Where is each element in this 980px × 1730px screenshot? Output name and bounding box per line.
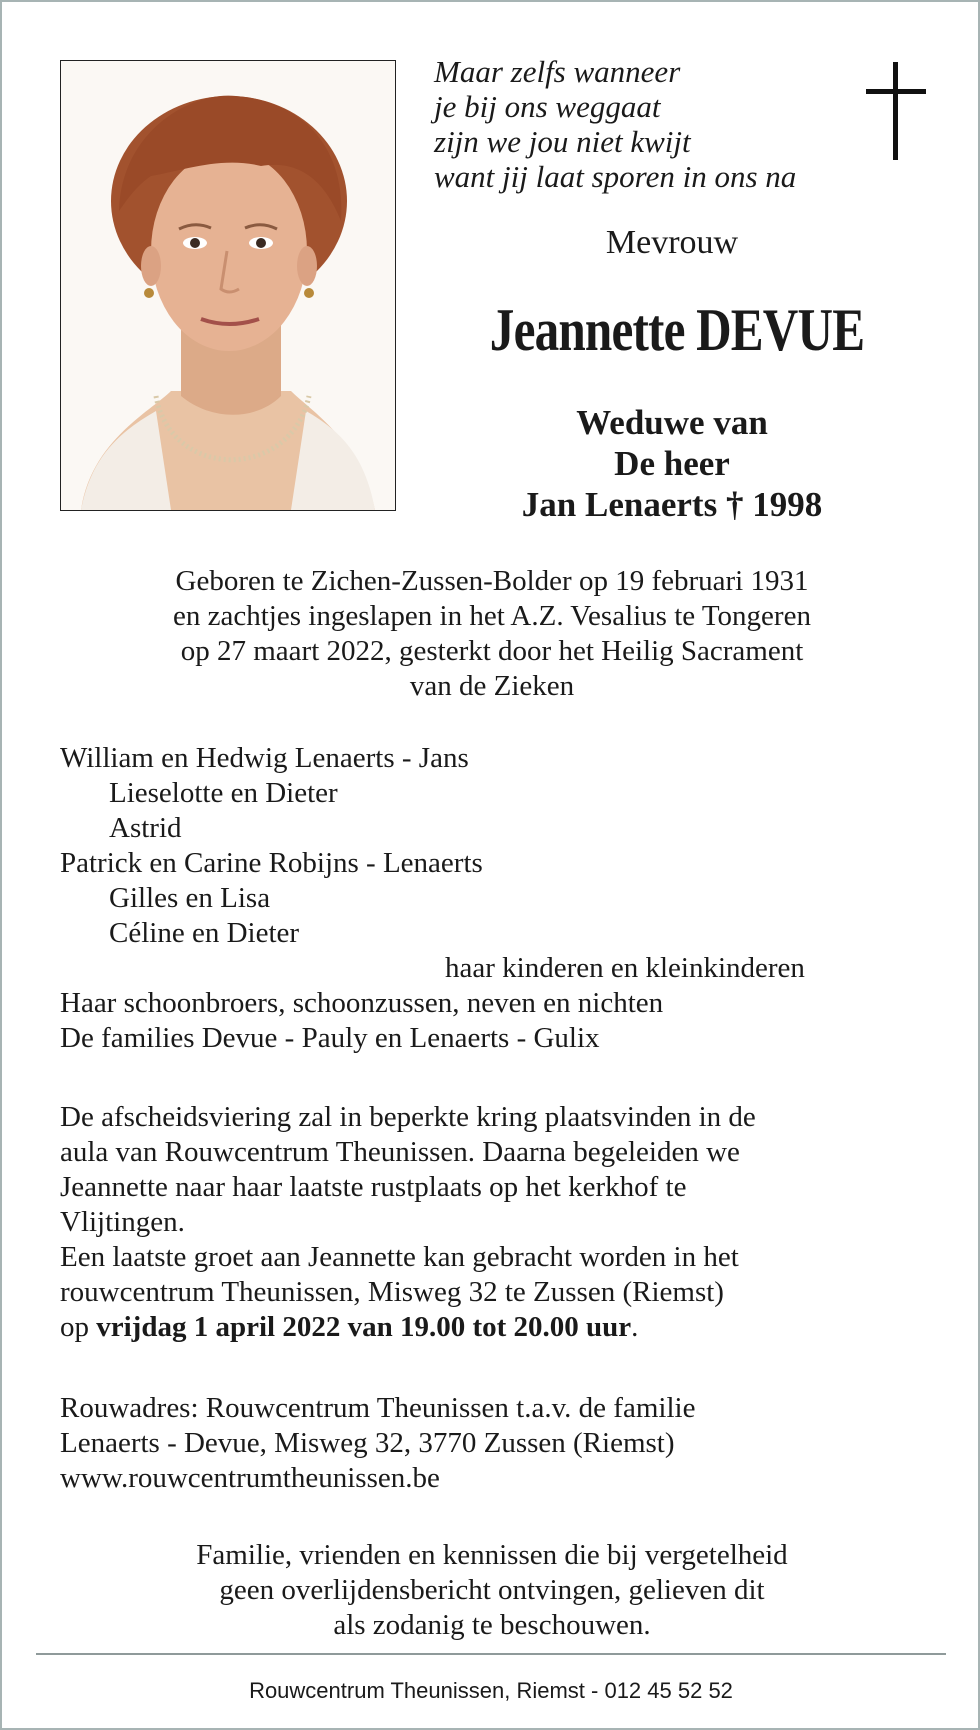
grandchild-entry: Céline en Dieter (109, 917, 300, 949)
widow-line: Weduwe van (576, 403, 768, 442)
note-line: Familie, vrienden en kennissen die bij vergetelheid (196, 1539, 788, 1571)
widow-line: De heer (614, 444, 730, 483)
birth-line: op 27 maart 2022, gesterkt door het Heilig Sacrament (180, 635, 804, 667)
poem (434, 54, 796, 194)
poem-line: want jij laat sporen in ons na (434, 159, 797, 194)
widow-of (432, 402, 912, 525)
address-line: Lenaerts - Devue, Misweg 32, 3770 Zussen (Riemst) (60, 1427, 675, 1459)
family-list (60, 741, 940, 1056)
poem-line: Maar zelfs wanneer (434, 54, 681, 89)
family-role: haar kinderen en kleinkinderen (445, 952, 805, 984)
families-entry: De families Devue - Pauly en Lenaerts - Gulix (60, 1022, 600, 1054)
poem-line: zijn we jou niet kwijt (434, 124, 691, 159)
ceremony-line: Een laatste groet aan Jeannette kan gebracht worden in het (60, 1241, 739, 1273)
visit-datetime: vrijdag 1 april 2022 van 19.00 tot 20.00 uur (96, 1311, 632, 1343)
widow-line: Jan Lenaerts † 1998 (521, 485, 823, 524)
closing-note (60, 1538, 924, 1643)
portrait-illustration (61, 61, 395, 510)
child-entry: Patrick en Carine Robijns - Lenaerts (60, 847, 483, 879)
birth-line: van de Zieken (409, 670, 575, 702)
portrait-photo (60, 60, 396, 511)
grandchild-entry: Gilles en Lisa (109, 882, 271, 914)
address-line: Rouwadres: Rouwcentrum Theunissen t.a.v. de familie (60, 1392, 696, 1424)
ceremony-line: aula van Rouwcentrum Theunissen. Daarna begeleiden we (60, 1136, 740, 1168)
ceremony-line: Vlijtingen. (60, 1206, 185, 1238)
website-link[interactable]: www.rouwcentrumtheunissen.be (60, 1462, 440, 1494)
visit-suffix: . (631, 1311, 639, 1343)
grandchild-entry: Astrid (109, 812, 182, 844)
ceremony-line: De afscheidsviering zal in beperkte kring plaatsvinden in de (60, 1101, 756, 1133)
ceremony-line: rouwcentrum Theunissen, Misweg 32 te Zussen (Riemst) (60, 1276, 724, 1308)
ceremony-line: Jeannette naar haar laatste rustplaats op het kerkhof te (60, 1171, 687, 1203)
honorific: Mevrouw (605, 224, 739, 261)
cross-icon (866, 62, 926, 160)
note-line: geen overlijdensbericht ontvingen, gelieven dit (219, 1574, 765, 1606)
grandchild-entry: Lieselotte en Dieter (109, 777, 338, 809)
mourning-address (60, 1391, 940, 1496)
birth-death-details (60, 564, 924, 704)
note-line: als zodanig te beschouwen. (333, 1609, 651, 1641)
visit-prefix: op (60, 1311, 97, 1343)
visit-line (60, 1310, 940, 1345)
funeral-home-footer: Rouwcentrum Theunissen, Riemst - 012 45 52 52 (249, 1678, 733, 1703)
birth-line: en zachtjes ingeslapen in het A.Z. Vesalius te Tongeren (173, 600, 811, 632)
poem-line: je bij ons weggaat (434, 89, 661, 124)
divider (36, 1653, 946, 1655)
child-entry: William en Hedwig Lenaerts - Jans (60, 742, 469, 774)
deceased-name: Jeannette DEVUE (489, 297, 865, 363)
ceremony-details (60, 1100, 940, 1345)
inlaws-entry: Haar schoonbroers, schoonzussen, neven en nichten (60, 987, 664, 1019)
birth-line: Geboren te Zichen-Zussen-Bolder op 19 februari 1931 (175, 565, 809, 597)
